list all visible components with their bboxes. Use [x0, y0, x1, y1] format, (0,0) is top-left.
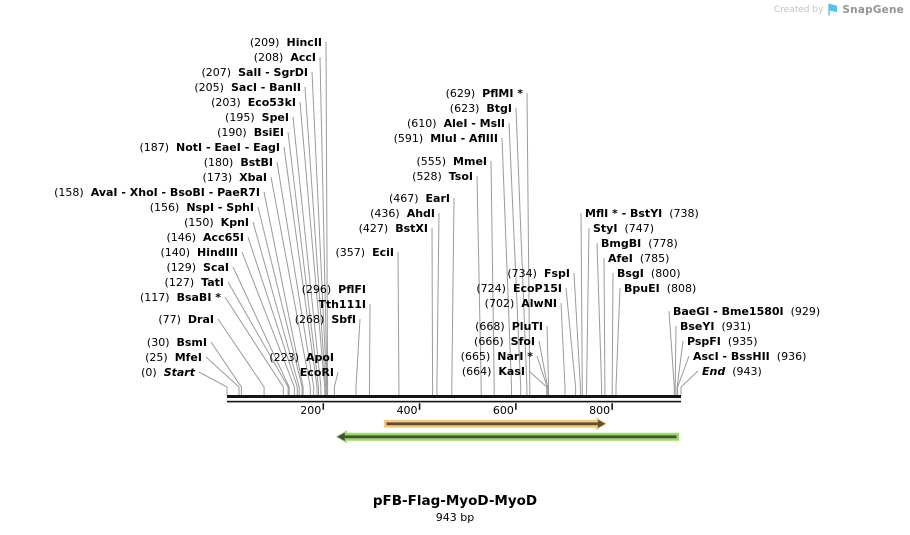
- reverse-primer-arrow[interactable]: [336, 430, 679, 443]
- ruler-label-200: 200: [300, 404, 322, 417]
- site-label-Acc65I[interactable]: (146) Acc65I: [166, 231, 244, 244]
- ruler-label-400: 400: [396, 404, 418, 417]
- site-leader-BaeGIBme1580I: [669, 311, 674, 396]
- site-label-EciI[interactable]: (357) EciI: [335, 246, 394, 259]
- site-label-BpuEI[interactable]: BpuEI (808): [624, 282, 697, 295]
- site-label-FspI[interactable]: (734) FspI: [507, 267, 570, 280]
- site-label-StyI[interactable]: StyI (747): [593, 222, 655, 235]
- site-leader-KpnI: [253, 222, 299, 396]
- site-label-SfoI[interactable]: (666) SfoI: [474, 335, 535, 348]
- site-label-AlwNI[interactable]: (702) AlwNI: [484, 297, 557, 310]
- site-leader-BpuEI: [616, 288, 620, 396]
- site-leader-KasI: [529, 371, 547, 396]
- site-leader-StyI: [587, 228, 589, 396]
- site-label-BsiEI[interactable]: (190) BsiEI: [217, 126, 284, 139]
- site-label-XbaI[interactable]: (173) XbaI: [202, 171, 267, 184]
- site-leader-EarI: [452, 198, 454, 396]
- site-leader-MflIBstYI: [581, 213, 582, 396]
- site-label-BtgI[interactable]: (623) BtgI: [449, 102, 512, 115]
- site-label-End[interactable]: End (943): [702, 365, 762, 378]
- site-leader-SbfI: [356, 319, 360, 396]
- forward-primer-arrow[interactable]: [384, 417, 607, 430]
- site-label-AscIBssHII[interactable]: AscI - BssHII (936): [693, 350, 807, 363]
- site-label-AleIMslI[interactable]: (610) AleI - MslI: [406, 117, 505, 130]
- site-label-PflFI[interactable]: (296) PflFI: [301, 283, 366, 296]
- site-leader-MmeI: [491, 161, 494, 396]
- site-label-MluIAflIII[interactable]: (591) MluI - AflIII: [393, 132, 498, 145]
- site-label-NotIEaeIEagI[interactable]: (187) NotI - EaeI - EagI: [139, 141, 280, 154]
- site-label-MflIBstYI[interactable]: MflI * - BstYI (738): [585, 207, 699, 220]
- plasmid-title: pFB-Flag-MyoD-MyoD: [372, 493, 538, 509]
- site-leader-AhdI: [437, 213, 439, 396]
- site-label-BsmI[interactable]: (30) BsmI: [146, 336, 207, 349]
- site-label-HincII[interactable]: (209) HincII: [249, 36, 322, 49]
- site-label-TsoI[interactable]: (528) TsoI: [412, 170, 473, 183]
- brand-name: SnapGene: [842, 3, 904, 16]
- site-leader-BmgBI: [597, 243, 602, 396]
- title-block: [0, 494, 910, 524]
- site-label-AfeI[interactable]: AfeI (785): [608, 252, 670, 265]
- site-leader-Acc65I: [248, 237, 297, 396]
- site-label-EcoRI[interactable]: EcoRI: [299, 366, 334, 379]
- site-leader-EciI: [398, 252, 399, 396]
- site-label-Start[interactable]: (0) Start: [141, 366, 195, 379]
- site-label-NspISphI[interactable]: (156) NspI - SphI: [149, 201, 254, 214]
- site-leader-DraI: [218, 319, 264, 396]
- site-leader-EcoP15I: [566, 288, 576, 396]
- site-leader-AscIBssHII: [678, 356, 689, 396]
- site-leader-ScaI: [233, 267, 289, 396]
- site-label-PluTI[interactable]: (668) PluTI: [475, 320, 543, 333]
- site-label-SpeI[interactable]: (195) SpeI: [225, 111, 289, 124]
- ruler-label-600: 600: [492, 404, 514, 417]
- site-label-KpnI[interactable]: (150) KpnI: [184, 216, 249, 229]
- site-leader-BsmI: [211, 342, 241, 396]
- ruler-label-800: 800: [589, 404, 611, 417]
- site-label-MfeI[interactable]: (25) MfeI: [145, 351, 202, 364]
- site-leader-AlwNI: [561, 303, 565, 396]
- site-label-HindIII[interactable]: (140) HindIII: [160, 246, 238, 259]
- site-leader-Start: [199, 372, 227, 396]
- site-leader-ApoI: [334, 372, 338, 396]
- site-label-MmeI[interactable]: (555) MmeI: [416, 155, 487, 168]
- site-label-PflMI[interactable]: (629) PflMI *: [445, 87, 523, 100]
- site-label-BseYI[interactable]: BseYI (931): [680, 320, 752, 333]
- site-label-SalISgrDI[interactable]: (207) SalI - SgrDI: [201, 66, 308, 79]
- site-label-Tth111I[interactable]: Tth111I: [318, 298, 366, 311]
- sequence-bar-underline: [227, 401, 681, 403]
- site-label-BsaBI[interactable]: (117) BsaBI *: [139, 291, 221, 304]
- site-leader-AfeI: [604, 258, 605, 396]
- site-label-DraI[interactable]: (77) DraI: [158, 313, 214, 326]
- sequence-bar: [227, 395, 681, 398]
- site-label-BaeGIBme1580I[interactable]: BaeGI - Bme1580I (929): [673, 305, 821, 318]
- site-label-ApoI[interactable]: (223) ApoI: [269, 351, 334, 364]
- site-label-BmgBI[interactable]: BmgBI (778): [601, 237, 678, 250]
- site-label-EarI[interactable]: (467) EarI: [388, 192, 450, 205]
- site-label-AvaIXhoIBsoBIPaeR7I[interactable]: (158) AvaI - XhoI - BsoBI - PaeR7I: [54, 186, 260, 199]
- site-label-AhdI[interactable]: (436) AhdI: [370, 207, 435, 220]
- site-label-TatI[interactable]: (127) TatI: [164, 276, 224, 289]
- site-label-NarI[interactable]: (665) NarI *: [460, 350, 533, 363]
- site-label-KasI[interactable]: (664) KasI: [461, 365, 525, 378]
- site-leader-PflFI: [370, 304, 371, 396]
- site-label-AccI[interactable]: (208) AccI: [253, 51, 316, 64]
- site-leader-End: [681, 371, 698, 396]
- site-label-BsgI[interactable]: BsgI (800): [617, 267, 681, 280]
- site-leader-BsgI: [612, 273, 613, 396]
- site-label-EcoP15I[interactable]: (724) EcoP15I: [476, 282, 562, 295]
- site-label-SbfI[interactable]: (268) SbfI: [294, 313, 356, 326]
- site-label-BstBI[interactable]: (180) BstBI: [203, 156, 273, 169]
- site-label-PspFI[interactable]: PspFI (935): [687, 335, 758, 348]
- site-leader-BseYI: [675, 326, 676, 396]
- site-label-SacIBanII[interactable]: (205) SacI - BanII: [194, 81, 301, 94]
- site-label-ScaI[interactable]: (129) ScaI: [166, 261, 229, 274]
- plasmid-length: 943 bp: [435, 511, 475, 524]
- site-leader-BstXI: [432, 228, 433, 396]
- site-label-BstXI[interactable]: (427) BstXI: [358, 222, 428, 235]
- created-by-label: Created by: [773, 4, 824, 15]
- site-label-Eco53kI[interactable]: (203) Eco53kI: [211, 96, 296, 109]
